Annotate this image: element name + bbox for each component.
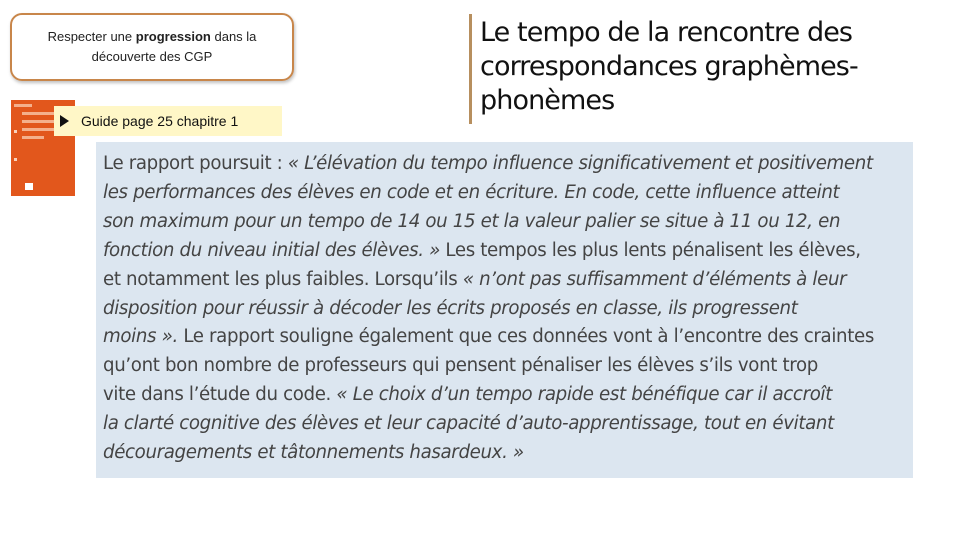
excerpt-segment: et notamment les plus faibles. Lorsqu’ils — [103, 268, 463, 290]
excerpt-line: découragements et tâtonnements hasardeux. » — [103, 442, 524, 464]
excerpt-line — [103, 323, 903, 352]
cover-dot — [14, 130, 17, 133]
quoted-segment: « L’élévation du tempo influence significativement et positivement — [287, 153, 873, 174]
cover-logo-icon — [25, 183, 33, 190]
title-line-3: phonèmes — [480, 85, 615, 116]
quoted-segment: « Le choix d’un tempo rapide est bénéfique car il accroît — [336, 384, 832, 406]
report-excerpt — [96, 142, 913, 478]
excerpt-line: qu’ont bon nombre de professeurs qui pensent pénaliser les élèves s’ils vont trop — [103, 355, 818, 377]
quoted-segment: moins ». — [103, 326, 178, 348]
callout-text-prefix: Respecter une — [47, 29, 136, 44]
cover-dot — [14, 158, 17, 161]
cover-stripe — [22, 136, 44, 139]
excerpt-line — [103, 237, 903, 266]
excerpt-line — [103, 266, 903, 295]
excerpt-segment: Les tempos les plus lents pénalisent les élèves, — [439, 239, 861, 261]
quoted-segment: fonction du niveau initial des élèves. » — [103, 239, 440, 261]
callout-bold-word: progression — [135, 29, 211, 44]
callout-text-suffix: dans la — [210, 29, 257, 44]
excerpt-line — [103, 150, 903, 179]
excerpt-segment: Le rapport poursuit : — [103, 153, 288, 174]
triangle-bullet-icon — [60, 115, 69, 127]
cover-stripe — [22, 120, 56, 123]
excerpt-line: disposition pour réussir à décoder les écrits proposés en classe, ils progressent — [103, 297, 798, 319]
excerpt-line: son maximum pour un tempo de 14 ou 15 et la valeur palier se situe à 11 ou 12, en — [103, 210, 841, 232]
excerpt-line: les performances des élèves en code et en écriture. En code, cette influence atteint — [103, 181, 840, 203]
callout-line-1 — [48, 27, 257, 47]
callout-line-2: découverte des CGP — [91, 49, 213, 64]
title-line-2: correspondances graphèmes- — [480, 51, 858, 82]
quoted-segment: « n’ont pas suffisamment d’éléments à leur — [462, 268, 847, 290]
excerpt-segment: Le rapport souligne également que ces données vont à l’encontre des craintes — [177, 326, 874, 348]
progression-callout — [10, 13, 294, 81]
title-accent-bar — [469, 14, 472, 124]
guide-reference — [54, 106, 282, 136]
excerpt-segment: vite dans l’étude du code. — [103, 384, 337, 406]
excerpt-line — [103, 381, 903, 410]
title-line-1: Le tempo de la rencontre des — [480, 17, 853, 48]
slide-title — [480, 16, 950, 118]
guide-reference-text: Guide page 25 chapitre 1 — [81, 113, 239, 129]
cover-stripe — [14, 104, 32, 107]
excerpt-line: la clarté cognitive des élèves et leur capacité d’auto-apprentissage, tout en évitant — [103, 413, 834, 435]
